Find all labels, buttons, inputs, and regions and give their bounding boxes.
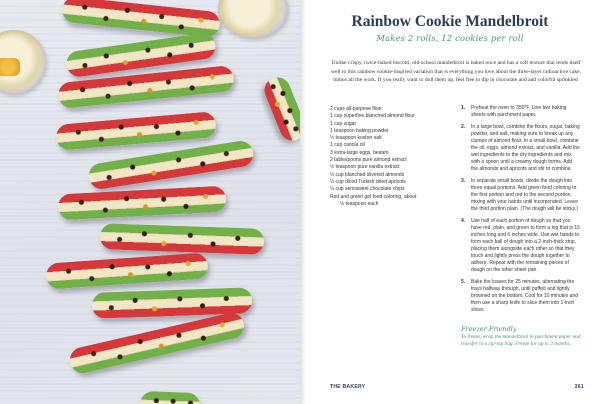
ingredient-item: 1 teaspoon baking powder xyxy=(330,127,389,134)
tea-glass-top-right xyxy=(218,0,288,38)
recipe-intro: Unlike crispy, twice-baked biscotti, old-school mandelbroit is baked once and has a soft texture that lends itself well to this rainbow cookie-inspired variation that is everything you love about the three-layer radioactive cake, minus all the work. If you really want to doll them up, feel free to dip in chocolate and add colorful sprinkles! xyxy=(330,60,582,84)
ingredient-item: ½ cup blanched slivered almonds xyxy=(330,171,405,178)
ingredient-item: Red and green gel food coloring, about xyxy=(330,193,417,200)
apricot-garnish xyxy=(0,58,20,76)
ingredient-item: ½ teaspoon pure vanilla extract xyxy=(330,164,400,171)
recipe-title: Rainbow Cookie Mandelbroit xyxy=(351,13,549,30)
method-step xyxy=(461,279,580,314)
cookie-slice xyxy=(61,0,221,38)
cookie-slice xyxy=(87,139,255,191)
section-name: THE BAKERY xyxy=(330,384,366,390)
recipe-yield: Makes 2 rolls, 12 cookies per roll xyxy=(376,33,524,43)
page-number: 261 xyxy=(574,384,584,390)
cookie-slice xyxy=(57,186,226,221)
ingredient-item: 2 tablespoons pure almond extract xyxy=(330,157,407,164)
step-text: Preheat the oven to 350°F. Line two baking sheets with parchment paper. xyxy=(471,105,567,118)
step-number: 1. xyxy=(461,105,466,111)
step-text: Bake the loaves for 25 minutes, alternating the trays halfway through, until puffed and lightly browned on the bottom. Cool for 10 minutes and then use a sharp knife to slice them into 1-inch slices. xyxy=(471,279,579,313)
ingredient-item: 1 cup superfine blanched almond flour xyxy=(330,113,415,120)
ingredient-item: ½ teaspoon each xyxy=(340,200,379,207)
step-number: 2. xyxy=(461,124,466,131)
ingredient-item: 1 cup canola oil xyxy=(330,142,365,149)
cookie-slice xyxy=(67,310,246,375)
step-text: In separate small bowls, divide the dough into three equal portions. Add green food coloring to the first portion and red to the second portion, mixing with your hands until incorporated. Leave the third portion plain. (The dough will be sticky.) xyxy=(471,178,579,212)
method-step xyxy=(461,178,580,213)
ingredient-item: 1 cup sugar xyxy=(330,120,357,127)
freezer-tip xyxy=(461,325,581,348)
ingredient-item: 2 cups all-purpose flour xyxy=(330,106,382,112)
method-steps xyxy=(461,105,580,319)
tip-title: Freezer-Friendly xyxy=(461,325,517,333)
method-step xyxy=(461,218,580,273)
step-number: 5. xyxy=(461,279,466,286)
ingredient-item: 3 extra-large eggs, beaten xyxy=(330,149,389,156)
step-text: Use half of each portion of dough so that you have red, plain, and green to form a log that is 15 inches long and 6 inches wide. Use wet hands to form each ball of dough into a 2-inch-thick strip, placing them alongside each other so that they touch and lightly press the dough together to adhere. Repeat with the remaining pieces of dough on the other sheet pan. xyxy=(471,218,580,273)
ingredient-item: ½ cup diced Turkish dried apricots xyxy=(330,178,406,185)
ingredient-item: ½ cup semisweet chocolate chips xyxy=(330,186,405,193)
cookie-slice xyxy=(100,223,265,255)
method-step xyxy=(461,124,580,172)
cookie-slice xyxy=(261,74,300,145)
ingredient-list xyxy=(330,106,442,208)
ingredient-item: ½ teaspoon kosher salt xyxy=(330,135,382,142)
recipe-page xyxy=(300,0,600,404)
cookie-slice xyxy=(140,391,201,404)
tip-body: To freeze, wrap the mandelbroit in parchment paper and transfer to a zip-top bag. Freeze for up to 3 months. xyxy=(461,334,581,348)
cookie-slice xyxy=(55,111,217,151)
step-number: 4. xyxy=(461,218,466,225)
method-step xyxy=(461,105,580,119)
step-number: 3. xyxy=(461,178,466,185)
step-text: In a large bowl, combine the flours, sugar, baking powder, and salt, making sure to break up any clumps of almond flour. In a small bowl, combine the oil, eggs, almond extract, and vanilla. Add the wet ingredients to the dry ingredients and mix with a spoon until a creamy dough forms. Add the almonds and apricots and stir to combine. xyxy=(471,124,580,172)
cookie-slice xyxy=(45,252,208,289)
book-gutter xyxy=(300,0,306,404)
